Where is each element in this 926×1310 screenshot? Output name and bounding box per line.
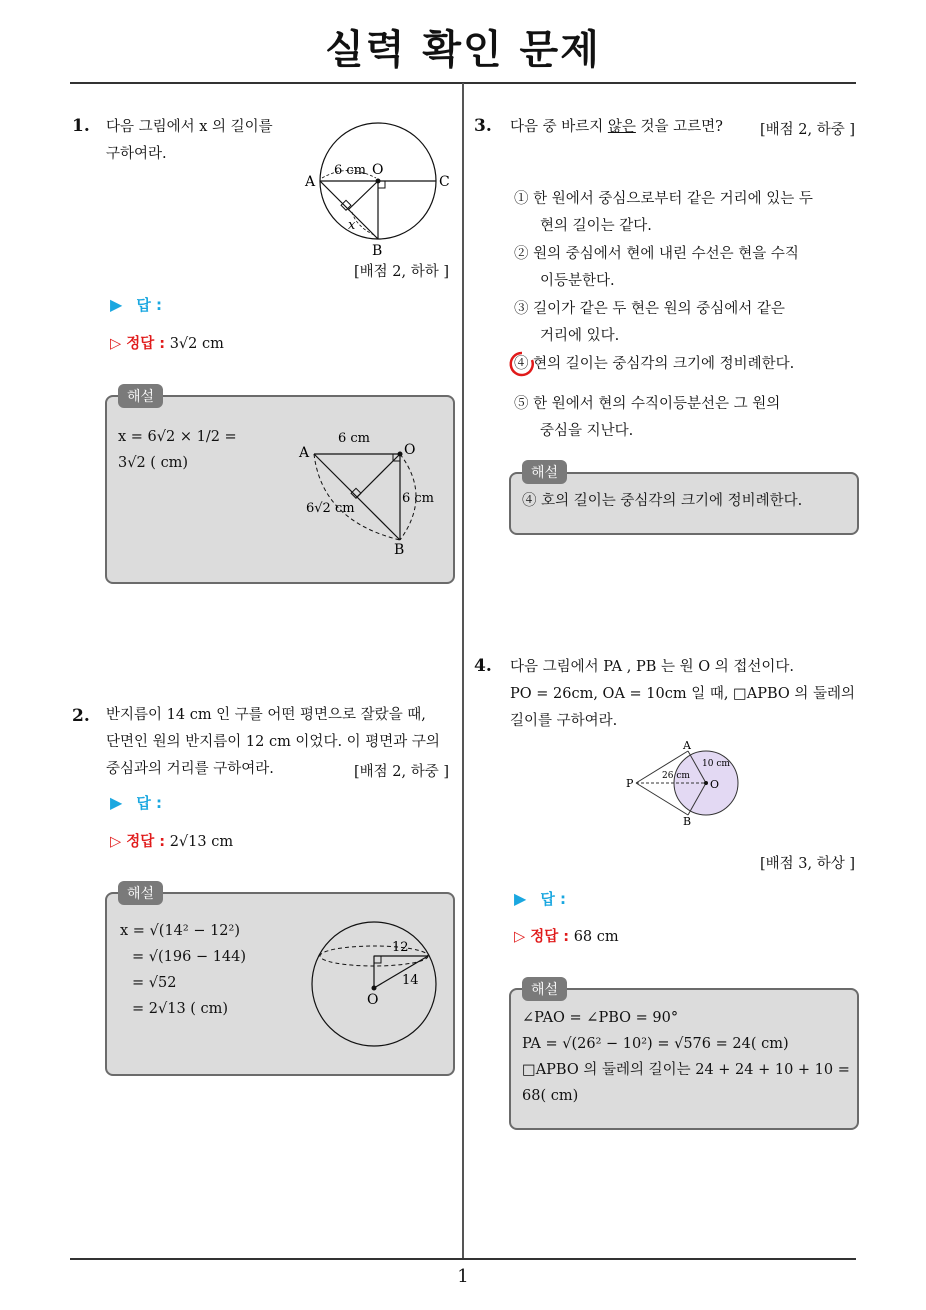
page-title: 실력 확인 문제	[325, 27, 601, 73]
question-1-explanation-figure	[292, 426, 442, 561]
fig4-10cm-label: 10 cm	[702, 759, 730, 769]
option-1[interactable]	[514, 186, 813, 240]
option-text: 현의 길이는 같다.	[540, 218, 652, 234]
option-number: ④	[514, 356, 529, 372]
question-2-figure	[300, 912, 448, 1062]
fig2-O-label: O	[367, 992, 379, 1008]
question-1-figure	[298, 118, 458, 262]
question-1-explanation	[118, 424, 288, 476]
answer-label: 답 :	[136, 794, 163, 812]
explain-line: x = √(14² − 12²)	[120, 923, 240, 939]
option-text: 한 원에서 현의 수직이등분선은 그 원의	[533, 396, 781, 412]
question-3-explanation: ④ 호의 길이는 중심각의 크기에 정비례한다.	[522, 493, 803, 509]
question-1-explain-tag: 해설	[118, 384, 163, 408]
fig2-14-label: 14	[402, 973, 419, 988]
answer-arrow-icon: ▶	[514, 889, 527, 908]
question-2-correct	[110, 830, 233, 851]
option-text: 현의 길이는 중심각의 크기에 정비례한다.	[533, 356, 795, 372]
correct-arrow-icon: ▷	[110, 336, 127, 352]
fig4-A-label: A	[683, 739, 691, 752]
option-4[interactable]	[514, 351, 794, 378]
option-3[interactable]	[514, 296, 785, 350]
correct-value: 3√2 cm	[169, 336, 224, 352]
fig4-26cm-label: 26 cm	[662, 771, 690, 781]
question-1-text	[106, 114, 273, 168]
question-4-correct	[514, 925, 619, 946]
question-2-answer-row	[110, 792, 162, 813]
fig1-A-label: A	[305, 174, 316, 190]
bottom-rule	[70, 1258, 856, 1260]
underlined-word: 않은	[607, 119, 636, 135]
question-2-explain-tag: 해설	[118, 881, 163, 905]
option-text: 길이가 같은 두 현은 원의 중심에서 같은	[533, 301, 785, 317]
correct-label: 정답 :	[126, 834, 166, 850]
fig1b-B-label: B	[394, 542, 405, 558]
page-number: 1	[457, 1266, 469, 1287]
correct-value: 68 cm	[573, 929, 619, 945]
option-number: ③	[514, 301, 529, 317]
fig4-P-label: P	[626, 777, 634, 790]
fig1b-6cm-label: 6 cm	[338, 431, 371, 446]
question-4-text	[510, 654, 855, 735]
option-text: 거리에 있다.	[540, 328, 620, 344]
answer-arrow-icon: ▶	[110, 295, 123, 314]
correct-value: 2√13 cm	[169, 834, 234, 850]
question-4-figure	[620, 738, 750, 828]
fig1b-6r2-label: 6√2 cm	[306, 501, 355, 516]
option-2[interactable]	[514, 241, 799, 295]
question-3-number: 3.	[474, 116, 492, 136]
question-3-score: [배점 2, 하중 ]	[760, 122, 856, 138]
correct-arrow-icon: ▷	[514, 929, 531, 945]
fig1-6cm-label: 6 cm	[334, 163, 367, 178]
question-1-correct	[110, 332, 224, 353]
question-4-number: 4.	[474, 656, 492, 676]
explain-line: = 2√13 ( cm)	[132, 1001, 229, 1017]
question-2-line3: 중심과의 거리를 구하여라.	[106, 761, 274, 777]
fig1-B-label: B	[372, 243, 383, 259]
question-2-line2: 단면인 원의 반지름이 12 cm 이었다. 이 평면과 구의	[106, 734, 440, 750]
question-4-explanation	[522, 1005, 850, 1109]
question-4-explain-tag: 해설	[522, 977, 567, 1001]
fig1-C-label: C	[439, 174, 450, 190]
answer-arrow-icon: ▶	[110, 793, 123, 812]
answer-label: 답 :	[540, 890, 567, 908]
fig1-x-label: x	[348, 218, 356, 233]
question-1-score: [배점 2, 하하 ]	[354, 264, 450, 280]
fig4-B-label: B	[683, 815, 692, 828]
explain-line: 3√2 ( cm)	[118, 455, 189, 471]
explain-line: 68( cm)	[522, 1088, 579, 1104]
question-4-line2: PO = 26cm, OA = 10cm 일 때, □APBO 의 둘레의	[510, 686, 856, 702]
question-4-line3: 길이를 구하여라.	[510, 713, 618, 729]
option-text: 한 원에서 중심으로부터 같은 거리에 있는 두	[533, 191, 813, 207]
option-number: ⑤	[514, 396, 529, 412]
option-text: 이등분한다.	[540, 273, 615, 289]
explain-line: □APBO 의 둘레의 길이는 24 + 24 + 10 + 10 =	[522, 1062, 850, 1078]
option-number: ②	[514, 246, 529, 262]
fig1b-A-label: A	[299, 445, 310, 461]
explain-line: ∠PAO = ∠PBO = 90°	[522, 1010, 679, 1026]
question-4-answer-row	[514, 888, 566, 909]
option-text: 원의 중심에서 현에 내린 수선은 현을 수직	[533, 246, 799, 262]
explain-line: = √52	[132, 975, 177, 991]
column-divider	[462, 83, 464, 1259]
correct-label: 정답 :	[126, 336, 166, 352]
question-1-answer-row	[110, 294, 162, 315]
question-1-line1: 다음 그림에서 x 의 길이를	[106, 119, 273, 135]
question-3-text: 다음 중 바르지 않은 것을 고르면?	[510, 119, 723, 135]
question-2-number: 2.	[72, 706, 90, 726]
answer-label: 답 :	[136, 296, 163, 314]
question-1-number: 1.	[72, 116, 90, 136]
option-text: 중심을 지난다.	[540, 423, 634, 439]
explain-line: = √(196 − 144)	[132, 949, 247, 965]
option-number: ①	[514, 191, 529, 207]
answer-circle-mark-icon	[508, 350, 536, 378]
fig1b-6cm-r-label: 6 cm	[402, 491, 435, 506]
question-2-score: [배점 2, 하중 ]	[354, 764, 450, 780]
fig1-O-label: O	[372, 162, 384, 178]
question-4-line1: 다음 그림에서 PA , PB 는 원 O 의 접선이다.	[510, 659, 794, 675]
correct-arrow-icon: ▷	[110, 834, 127, 850]
fig4-O-label: O	[710, 778, 720, 791]
question-3-explain-tag: 해설	[522, 460, 567, 484]
question-2-explanation	[120, 918, 246, 1022]
question-4-score: [배점 3, 하상 ]	[760, 856, 856, 872]
fig2-12-label: 12	[392, 940, 409, 955]
option-5[interactable]	[514, 391, 780, 445]
question-2-line1: 반지름이 14 cm 인 구를 어떤 평면으로 잘랐을 때,	[106, 707, 426, 723]
explain-line: x = 6√2 × 1/2 =	[118, 429, 237, 445]
question-1-line2: 구하여라.	[106, 146, 167, 162]
fig1b-O-label: O	[404, 442, 416, 458]
correct-label: 정답 :	[530, 929, 570, 945]
explain-line: PA = √(26² − 10²) = √576 = 24( cm)	[522, 1036, 789, 1052]
